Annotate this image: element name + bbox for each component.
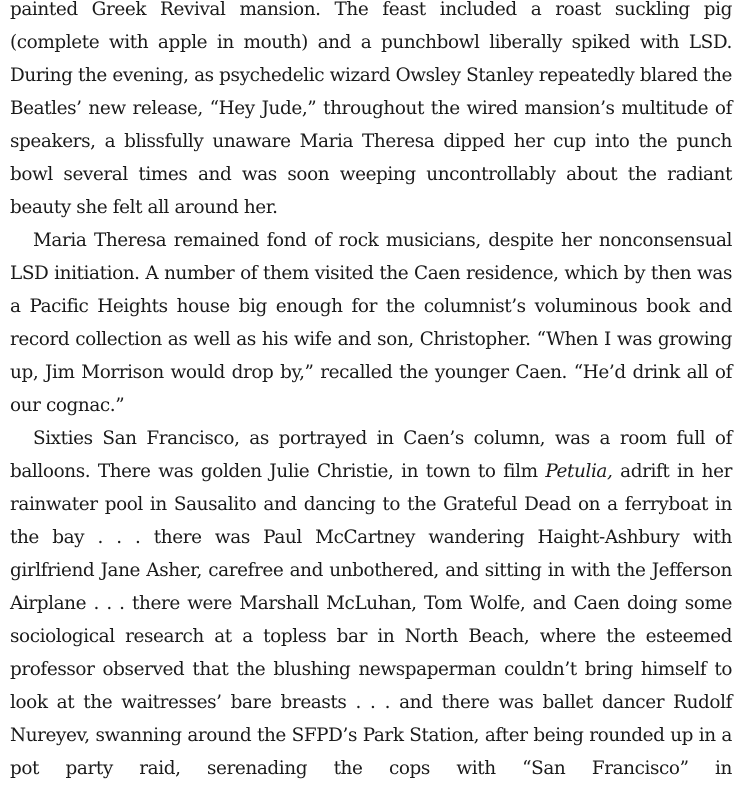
paragraph-text-before: Sixties San Francisco, as portrayed in Caen’s column, was a room full of balloons. There was golden Julie Christie, in town to film xyxy=(10,428,732,482)
paragraph-rock-musicians xyxy=(10,224,732,422)
paragraph-text-after: adrift in her rainwater pool in Sausalito and dancing to the Grateful Dead on a ferryboat in the bay . . . there was Paul McCartney wandering Haight-Ashbury with girlfriend Jane Asher, carefree and unbothered, and sitting in with the Jefferson Airplane . . . there were Marshall McLuhan, Tom Wolfe, and Caen doing some sociological research at a topless bar in North Beach, where the esteemed professor observed that the blushing newspaperman couldn’t bring himself to look at the waitresses’ bare breasts . . . and there was ballet dancer Rudolf Nureyev, swanning around the SFPD’s Park Station, after being rounded up in a pot party raid, serenading the cops with “San Francisco” in xyxy=(10,461,732,779)
paragraph-sixties-sf xyxy=(10,422,732,785)
paragraph-text: painted Greek Revival mansion. The feast included a roast suckling pig (complete with apple in mouth) and a punchbowl liberally spiked with LSD. During the evening, as psychedelic wizard Owsley Stanley repeatedly blared the Beatles’ new release, “Hey Jude,” throughout the wired mansion’s multitude of speakers, a blissfully unaware Maria Theresa dipped her cup into the punch bowl several times and was soon weeping uncontrollably about the radiant beauty she felt all around her. xyxy=(10,0,732,218)
paragraph-mansion-party xyxy=(10,0,732,224)
paragraph-text: Maria Theresa remained fond of rock musicians, despite her nonconsensual LSD initiation. A number of them visited the Caen residence, which by then was a Pacific Heights house big enough for the columnist’s voluminous book and record collection as well as his wife and son, Christopher. “When I was growing up, Jim Morrison would drop by,” recalled the younger Caen. “He’d drink all of our cognac.” xyxy=(10,230,732,416)
book-page xyxy=(10,0,732,785)
film-title-italic: Petulia, xyxy=(545,461,613,482)
